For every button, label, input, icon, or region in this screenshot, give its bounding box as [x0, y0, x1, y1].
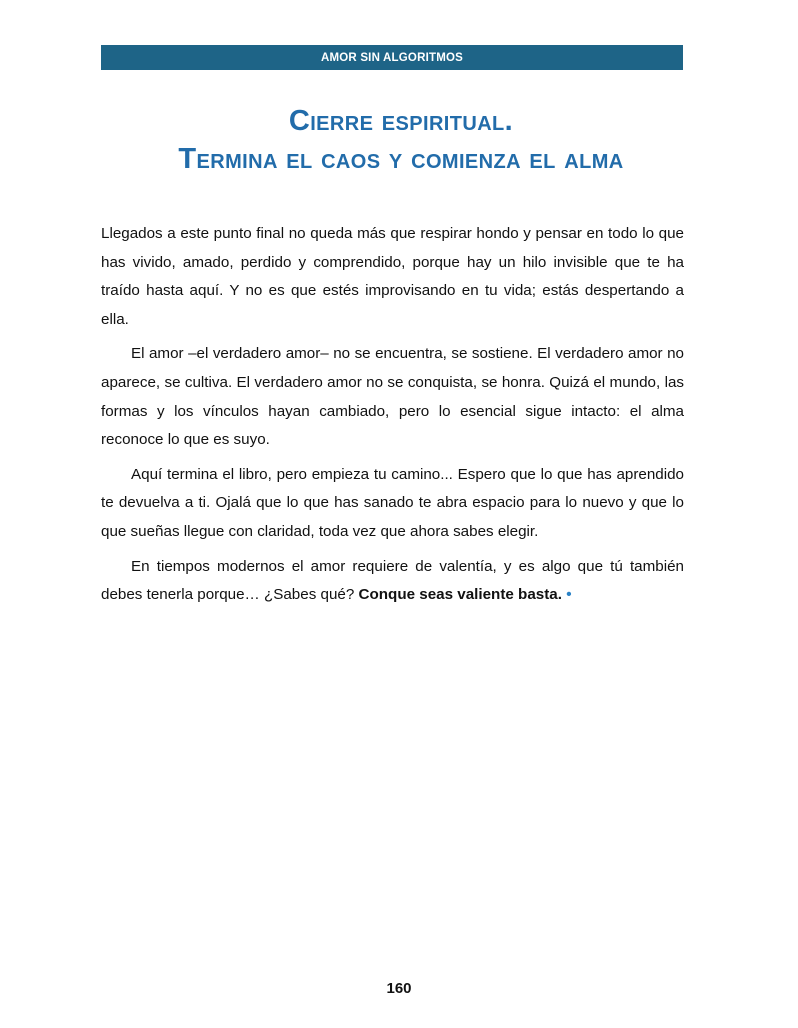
body-text	[101, 220, 684, 616]
chapter-title-line-2: Termina el caos y comienza el alma	[178, 143, 624, 175]
paragraph-4-text: En tiempos modernos el amor requiere de valentía, y es algo que tú también debes tenerla porque… ¿Sabes qué?	[101, 557, 684, 604]
chapter-title	[101, 102, 701, 178]
paragraph-3: Aquí termina el libro, pero empieza tu camino... Espero que lo que has aprendido te devuelva a ti. Ojalá que lo que has sanado te abra espacio para lo nuevo y que lo que sueñas llegue con claridad, toda vez que ahora sabes elegir.	[101, 465, 684, 540]
paragraph-1: Llegados a este punto final no queda más que respirar hondo y pensar en todo lo que has vivido, amado, perdido y comprendido, porque hay un hilo invisible que te ha traído hasta aquí. Y no es que estés improvisando en tu vida; estás despertando a ella.	[101, 225, 684, 328]
running-header-title: AMOR SIN ALGORITMOS	[320, 51, 463, 64]
paragraph-4	[101, 553, 684, 610]
end-mark-bullet: •	[566, 586, 572, 604]
paragraph-4-bold-text: Conque seas valiente basta.	[358, 586, 562, 604]
page-number: 160	[386, 980, 412, 997]
chapter-title-line-1: Cierre espiritual.	[288, 105, 514, 137]
paragraph-2: El amor –el verdadero amor– no se encuentra, se sostiene. El verdadero amor no aparece, se cultiva. El verdadero amor no se conquista, se honra. Quizá el mundo, las formas y los vínculos hayan cambiado, pero lo esencial sigue intacto: el alma reconoce lo que es suyo.	[101, 345, 684, 449]
running-header	[101, 45, 683, 70]
